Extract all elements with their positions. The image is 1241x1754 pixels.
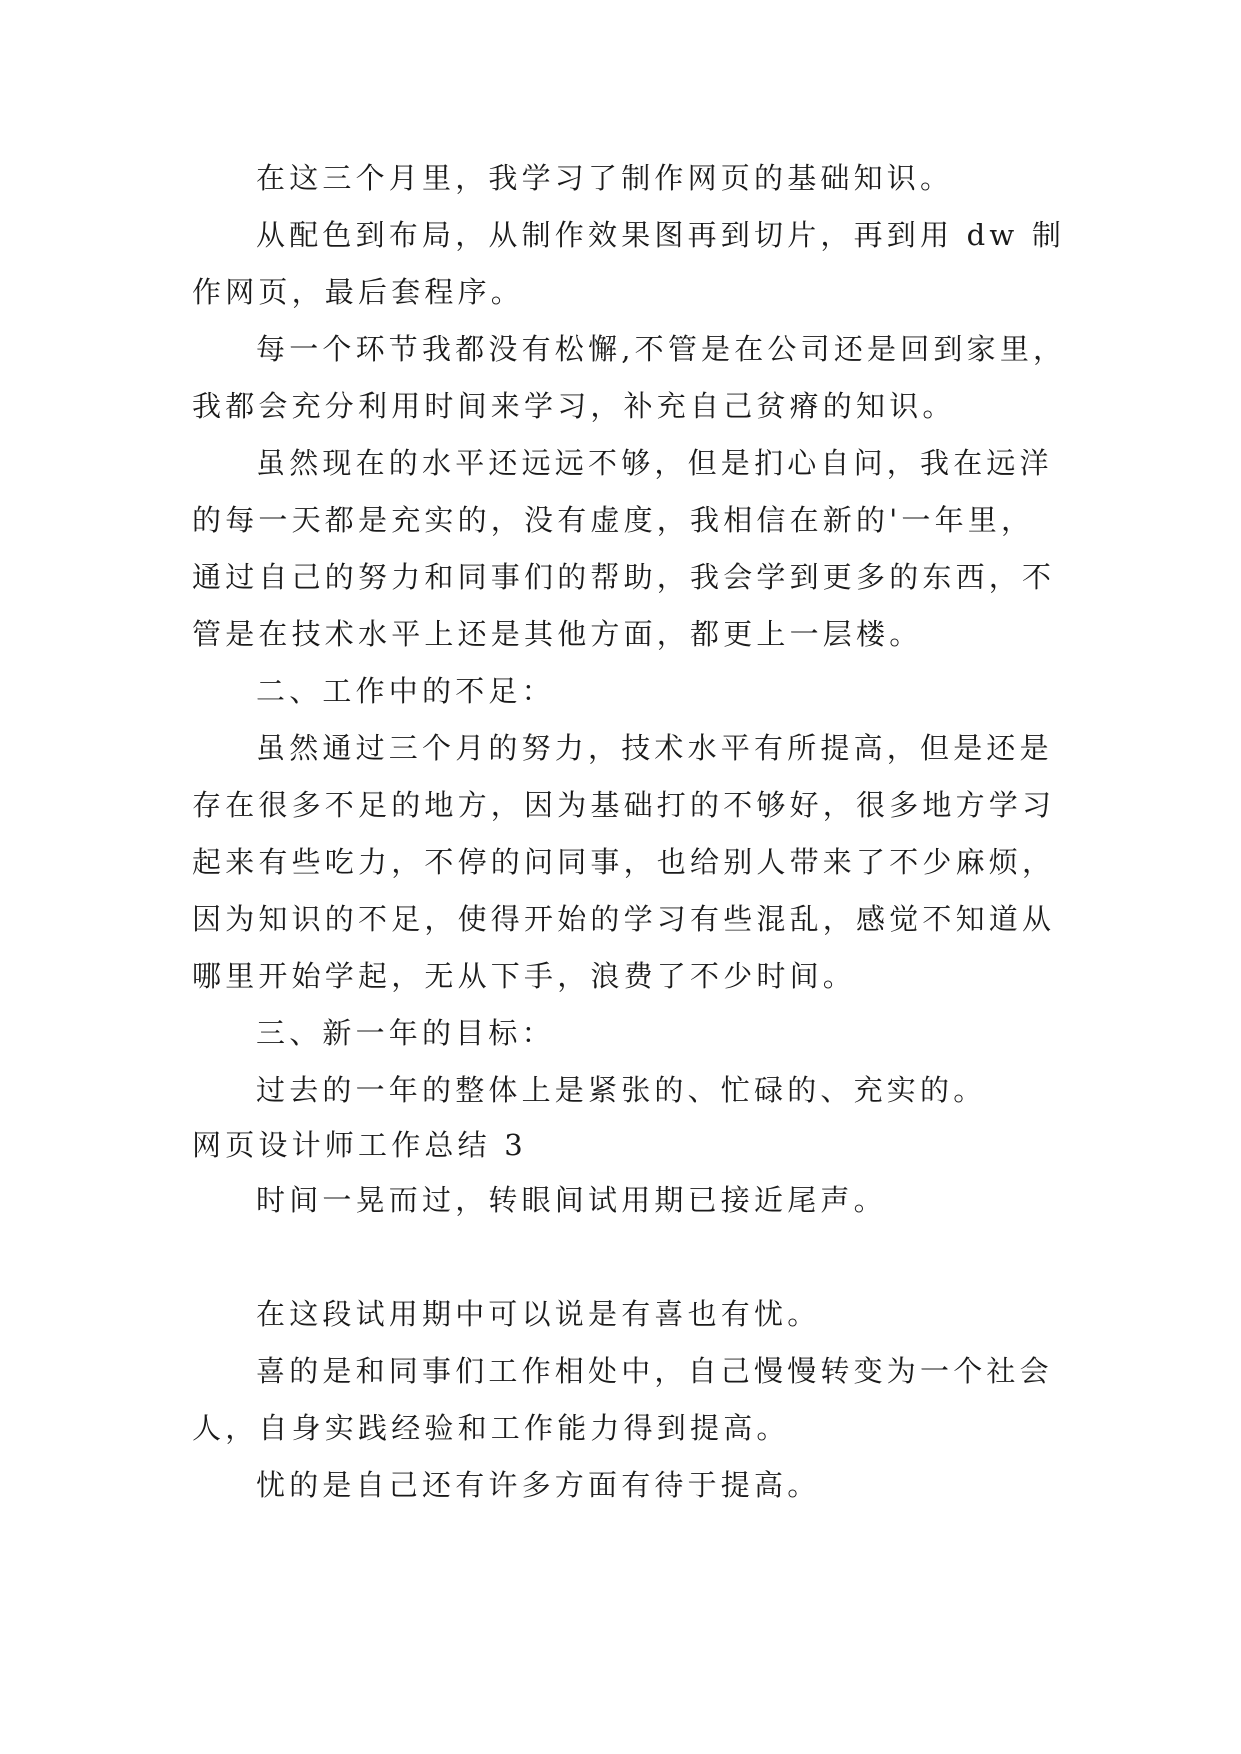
paragraph-line: 因为知识的不足，使得开始的学习有些混乱，感觉不知道从 [192, 902, 1056, 936]
section-heading: 二、工作中的不足： [256, 674, 555, 708]
paragraph-line: 我都会充分利用时间来学习，补充自己贫瘠的知识。 [192, 389, 956, 423]
paragraph-line: 的每一天都是充实的，没有虚度，我相信在新的'一年里， [192, 503, 1035, 537]
document-title: 网页设计师工作总结 3 [192, 1128, 527, 1162]
paragraph-line: 过去的一年的整体上是紧张的、忙碌的、充实的。 [256, 1073, 987, 1107]
paragraph-line: 从配色到布局，从制作效果图再到切片，再到用 dw 制 [256, 218, 1066, 252]
paragraph-line: 起来有些吃力，不停的问同事，也给别人带来了不少麻烦， [192, 845, 1056, 879]
paragraph-line: 每一个环节我都没有松懈,不管是在公司还是回到家里， [256, 332, 1067, 366]
paragraph-line: 喜的是和同事们工作相处中，自己慢慢转变为一个社会 [256, 1354, 1053, 1388]
paragraph-line: 作网页，最后套程序。 [192, 275, 525, 309]
paragraph-line: 通过自己的努力和同事们的帮助，我会学到更多的东西，不 [192, 560, 1056, 594]
paragraph-line: 虽然现在的水平还远远不够，但是扪心自问，我在远洋 [256, 446, 1053, 480]
paragraph-line: 时间一晃而过，转眼间试用期已接近尾声。 [256, 1183, 887, 1217]
paragraph-line: 在这段试用期中可以说是有喜也有忧。 [256, 1297, 821, 1331]
paragraph-line: 管是在技术水平上还是其他方面，都更上一层楼。 [192, 617, 923, 651]
paragraph-line: 人，自身实践经验和工作能力得到提高。 [192, 1411, 790, 1445]
paragraph-line: 忧的是自己还有许多方面有待于提高。 [256, 1468, 821, 1502]
section-heading: 三、新一年的目标： [256, 1016, 555, 1050]
paragraph-line: 哪里开始学起，无从下手，浪费了不少时间。 [192, 959, 857, 993]
paragraph-line: 存在很多不足的地方，因为基础打的不够好，很多地方学习 [192, 788, 1056, 822]
paragraph-line: 虽然通过三个月的努力，技术水平有所提高，但是还是 [256, 731, 1053, 765]
paragraph-line: 在这三个月里，我学习了制作网页的基础知识。 [256, 161, 954, 195]
